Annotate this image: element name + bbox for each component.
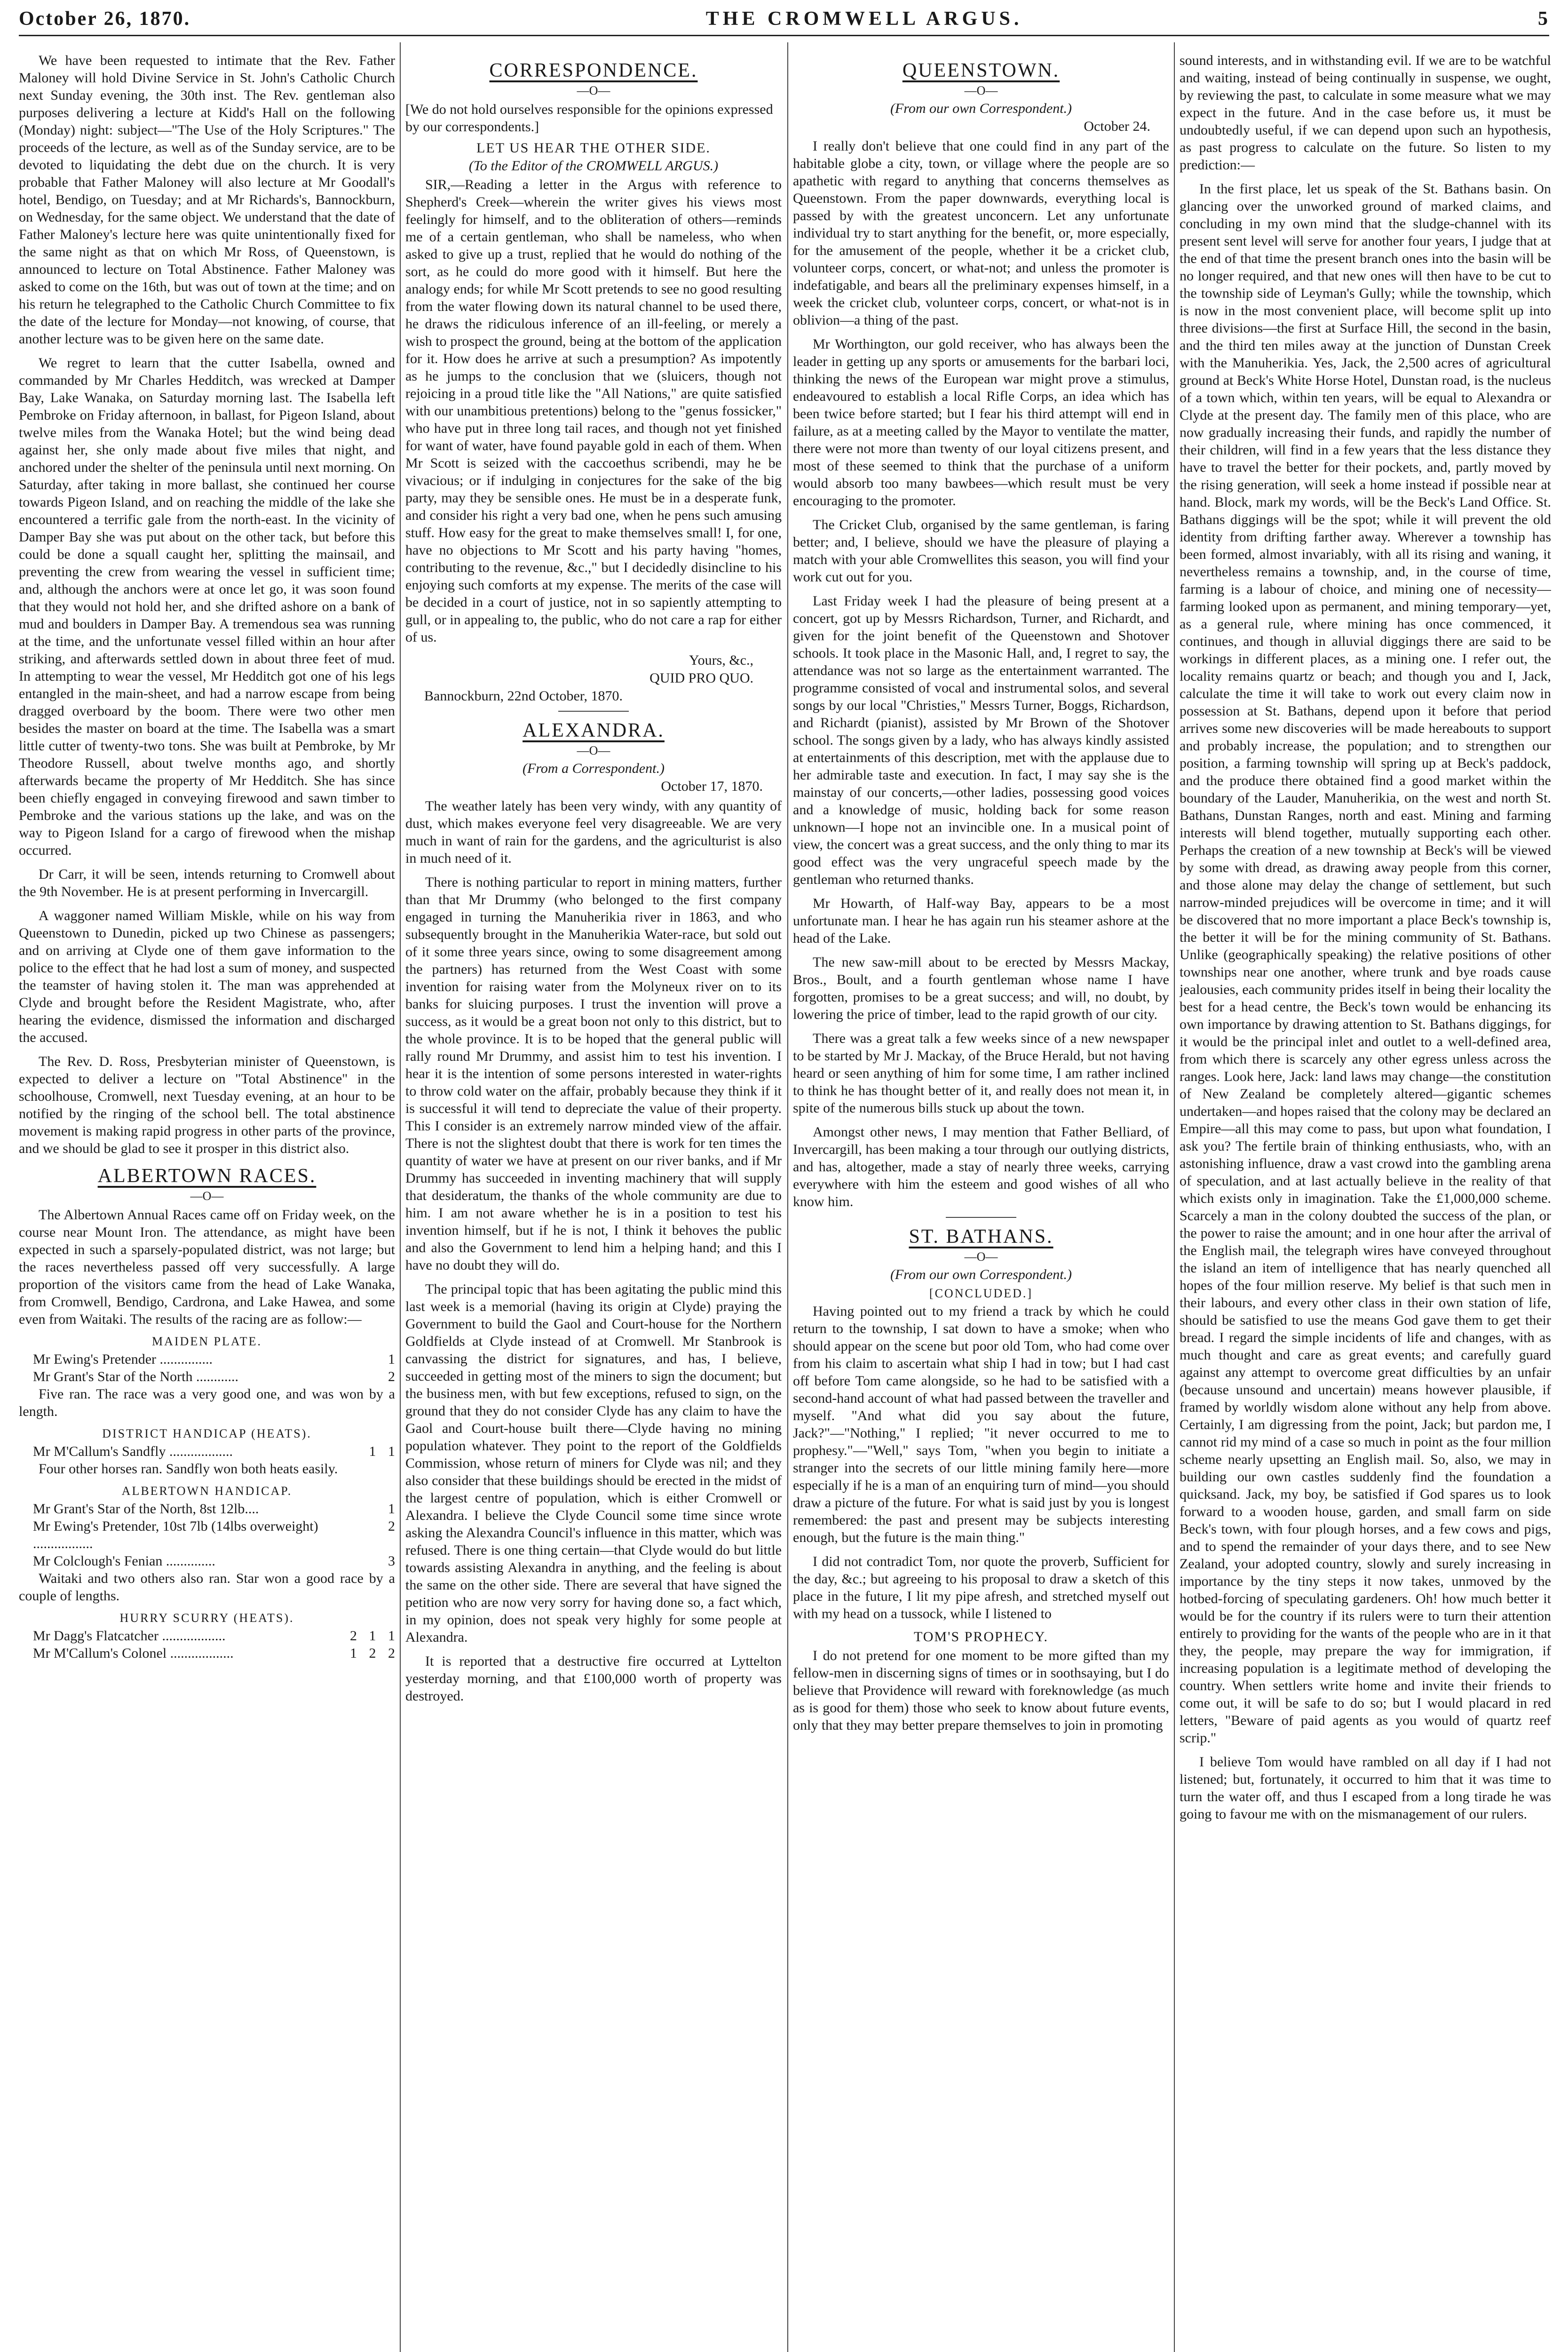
race-result-row: Mr Grant's Star of the North ............ 2 — [33, 1369, 395, 1384]
separator: —O— — [190, 1189, 224, 1203]
separator: —O— — [577, 744, 610, 757]
race-result-row: Mr M'Callum's Colonel .................. 1 2 2 — [33, 1645, 395, 1661]
maiden-plate-heading: MAIDEN PLATE. — [152, 1335, 262, 1348]
albertown-handicap-note: Waitaki and two others also ran. Star won a good race by a couple of lengths. — [19, 1571, 395, 1604]
race-result-row: Mr Ewing's Pretender, 10st 7lb (14lbs overweight) ................. 2 — [33, 1518, 395, 1551]
alexandra-dateline: October 17, 1870. — [661, 779, 763, 794]
st-bathans-heading: ST. BATHANS. — [909, 1226, 1053, 1248]
toms-prophecy-intro: I do not pretend for one moment to be more gifted than my fellow-men in discerning signs of times or in soothsaying, but I do believe that Providence will reward with foreknowledge (as much as is good for them) those who seek to know about future events, only that they may better prepare themselves to join in promoting — [793, 1648, 1169, 1733]
letter-body: SIR,—Reading a letter in the Argus with reference to Shepherd's Creek—wherein the writer gives his views most feelingly for himself, and to the obliteration of others—reminds me of a certain gentleman, who shall be nameless, who when asked to give up a trust, replied that he would do nothing of the sort, as he could do more good with it himself. But here the analogy ends; for while Mr Scott pretends to see no good resulting from the water flowing down its natural channel to be used there, he draws the ridiculous inference of an ill-feeling, or merely a wish to prospect the ground, being at the bottom of the application for it. How does he arrive at such a presumption? As impotently as he jumps to the conclusion that we (sluicers, though not rejoicing in a proud title like the "All Nations," are quite satisfied with our unambitious pretentions) belong to the "genus fossicker," who have put in three long tail races, and though not yet finished for want of water, have found payable gold in each of them. When Mr Scott is seized with the caccoethus scribendi, may he be vivacious; or if indulging in conjectures for the sake of the big party, may they be sensible ones. He must be in a desperate funk, and consider his right a very bad one, when he pens such amusing stuff. How easy for the great to make themselves small! I, for one, have no objections to Mr Scott and his party having "homes, contributing to the revenue, &c.," but I decidedly disincline to his enjoying such comforts at my expense. The merits of the case will be decided in a court of justice, not in so sapiently attempting to gull, or in appealing to, the public, who do not care a rap for either of us. — [405, 177, 782, 645]
article-maloney: We have been requested to intimate that the Rev. Father Maloney will hold Divine Service in St. John's Catholic Church next Sunday evening, the 30th inst. The Rev. gentleman also purposes delivering a lecture at Kidd's Hall on the following (Monday) night: subject—"The Use of the Holy Scriptures." The proceeds of the lecture, as well as of the Sunday service, are to be devoted to liquidating the debt due on the church. It is very probable that Father Maloney will also lecture at Mr Goodall's hotel, Bendigo, on Tuesday; and at Mr Richards's, Bannockburn, on Wednesday, for the same object. We understand that the date of Father Maloney's lecture here was quite unintentionally fixed for the same night as that on which Mr Ross, of Queenstown, is announced to lecture on Total Abstinence. Father Maloney was asked to come on the 16th, but was out of town at the time; and on his return he telegraphed to the Catholic Church Committee to fix the date of the lecture for Monday—not knowing, of course, that another lecture was to be given here on the same date. — [19, 53, 395, 347]
hurry-scurry-heading: HURRY SCURRY (HEATS). — [119, 1611, 294, 1625]
district-handicap-heading: DISTRICT HANDICAP (HEATS). — [102, 1427, 312, 1440]
race-result-row: Mr Dagg's Flatcatcher .................. 2 1 1 — [33, 1628, 395, 1644]
letter-place-date: Bannockburn, 22nd October, 1870. — [424, 688, 623, 704]
correspondence-disclaimer: [We do not hold ourselves responsible for the opinions expressed by our correspondents.] — [405, 102, 773, 135]
queenstown-newspaper: There was a great talk a few weeks since of a new newspaper to be started by Mr J. Mackay, of the Bruce Herald, but not having heard or seen anything of him for some time, I am rather inclined to think he has thought better of it, and really does not mean it, in spite of the numerous bills stuck up about the town. — [793, 1031, 1169, 1116]
alexandra-heading: ALEXANDRA. — [523, 720, 665, 741]
letter-signature: QUID PRO QUO. — [649, 670, 753, 686]
column-divider — [787, 42, 788, 2352]
race-result-row: Mr M'Callum's Sandfly .................. 1 1 — [33, 1444, 395, 1459]
queenstown-apathy: I really don't believe that one could find in any part of the habitable globe a city, town, or village where the people are so apathetic with regard to anything that concerns themselves as Queenstown. From the paper downwards, everything local is passed by with the greatest unconcern. Let any unfortunate individual try to start anything for the benefit, or, more especially, for the amusement of the people, whether it be a cricket club, volunteer corps, concert, or what-not; and unless the promoter is indefatigable, and bears all the preliminary expenses himself, in a week the cricket club, volunteer corps, concert, or what-not is in oblivion—a thing of the past. — [793, 138, 1169, 328]
queenstown-heading: QUEENSTOWN. — [902, 60, 1060, 81]
page-number: 5 — [1537, 8, 1549, 30]
race-result-row: Mr Colclough's Fenian .............. 3 — [33, 1553, 395, 1569]
section-rule — [558, 711, 629, 712]
alexandra-byline: (From a Correspondent.) — [523, 761, 665, 776]
letter-signoff: Yours, &c., — [689, 652, 753, 668]
concluded-label: [CONCLUDED.] — [929, 1287, 1033, 1300]
queenstown-father-belliard: Amongst other news, I may mention that Father Belliard, of Invercargill, has been making a tour through our outlying districts, and has, altogether, made a stay of nearly three weeks, carrying everywhere with him the esteem and good wishes of all who know him. — [793, 1124, 1169, 1209]
article-dr-carr: Dr Carr, it will be seen, intends returning to Cromwell about the 9th November. He is at present performing in Invercargill. — [19, 866, 395, 899]
column-4 — [1180, 52, 1551, 2352]
prophecy-st-bathans-basin: In the first place, let us speak of the St. Bathans basin. On glancing over the unworked ground of marked claims, and concluding in my own mind that the sludge-channel with its present sent level will serve for another four years, I judge that at the end of that time the present branch ones into the basin will be no longer required, and that new ones will then have to be cut to the township side of Leyman's Gully; while the township, which is now in the most convenient place, will become split up into three divisions—the first at Surface Hill, the second in the basin, and the third ten miles away at the junction of Dunstan Creek with the Manuherikia. Yes, Jack, the 2,500 acres of agricultural ground at Beck's White Horse Hotel, Dunstan road, is the nucleus of a town which, within ten years, will be equal to Alexandra or Clyde at the present day. The family men of this place, who are now gradually increasing their funds, and rapidly the number of their children, will find in a few years that the less distance they have to travel the better for their pockets, and, partly moved by the rising generation, will seek a home instead if possible near at hand. Block, mark my words, will be the Beck's Land Office. St. Bathans diggings will be the spot; while it will prevent the old identity from drifting farther away. Wherever a township has been formed, almost invariably, with all its rising and waning, it nevertheless remains a township, and, in the course of time, farming is a labour of choice, and mining one of necessity—farming looked upon as permanent, and mining temporary—yet, as a general rule, where mining has once commenced, it continues, and though in alluvial diggings there are said to be workings in different places, as a mining one. I refer out, the locality remains quartz or beach; and though you and I, Jack, calculate the time it will take to work out every claim now in possession at St. Bathans, depend upon it before that period arrives some new discoveries will be made hereabouts to support and probably increase, the population; and to strengthen our position, a farming township will spring up at Beck's paddock, and the produce there obtained find a good market within the boundary of the Lauder, Manuherikia, on the west and north St. Bathans, Dunstan Ranges, north and east. Mining and farming interests will blend together, mutually supporting each other. Perhaps the creation of a new township at Beck's will be viewed by some with dread, as drawing away people from this corner, and those alone may delay the change of settlement, but such narrow-minded prejudices will be overcome in time; and it will be discovered that no more important a place Beck's township is, the better it will be for the mining community of St. Bathans. Unlike (geographically speaking) the relative positions of other townships near one another, where trunk and bye roads cause jealousies, each community prides itself in being their locality the best for a head centre, the Beck's town would be enhancing its own importance by drawing attention to St. Bathans diggings, for it would be the principal inlet and outlet to a well-defined area, from which there is scarcely any other egress unless across the ranges. Look here, Jack: land laws may change—the constitution of New Zealand be completely altered—gigantic schemes undertaken—and hopes raised that the colony may be declared an Empire—all this may come to pass, but upon what foundation, I ask you? The fertile brain of thinking enthusiasts, who, with an astonishing influence, draw a vast crowd into the gambling arena of speculation, and at last actually believe in the reality of that which exists only in imagination. Take the £1,000,000 scheme. Scarcely a man in the colony doubted the success of the plan, or the power to raise the amount; and in one hour after the arrival of the English mail, the telegraph wires have conveyed throughout the island an item of intelligence that has nearly quenched all hopes of the four million reserve. My belief is that such men in their labours, and every other class in their own station of life, should be satisfied to use the means God gave them to get their bread. I regard the simple incidents of life and changes, with as much thought and care as great events; and carefully guard against any attempt to overcome great difficulties by an unfair (because unsound and uncertain) means however plausible, if framed by worldly wisdom alone without any help from above. Certainly, I am digressing from the point, Jack; but pardon me, I cannot rid my mind of a case so much in point as the four million scheme nearly upsetting an English mail. So, also, we may in building our own castles suddenly find the foundation a quicksand. Jack, my boy, be satisfied if God spares us to look forward to a wooden house, garden, and small farm on side Beck's town, with four plough horses, and a few cows and pigs, and to spend the remainder of your days there, and to see New Zealand, your adopted country, slowly and surely increasing in importance by the tiny steps it now takes, unmoved by the hotbed-forcing of speculating gardeners. Oh! how much better it would be for the country if its rulers were to turn their attention entirely to providing for the wants of the people who are in it that they, the people, may prepare the way for immigration, if increasing population is a legitimate method of developing the country. When settlers write home and invite their friends to come out, it will be safe to do so; but I would placard in red letters, "Beware of paid agents as you would of quartz reef scrip." — [1180, 181, 1551, 1746]
letter-addressee: (To the Editor of the CROMWELL ARGUS.) — [468, 158, 719, 174]
district-handicap-note: Four other horses ran. Sandfly won both heats easily. — [39, 1461, 338, 1477]
masthead — [19, 7, 1549, 31]
queenstown-saw-mill: The new saw-mill about to be erected by Messrs Mackay, Bros., Boult, and a fourth gentleman whose name I have forgotten, promises to be a great success; and will, no doubt, by lowering the price of timber, lead to the rapid growth of our city. — [793, 954, 1169, 1022]
column-3 — [793, 52, 1169, 2352]
section-rule — [946, 1217, 1016, 1218]
issue-date: October 26, 1870. — [19, 8, 191, 30]
separator: —O— — [577, 84, 610, 97]
article-rev-ross: The Rev. D. Ross, Presbyterian minister of Queenstown, is expected to deliver a lecture on "Total Abstinence" in the schoolhouse, Cromwell, next Tuesday evening, at an hour to be notified by the ringing of the school bell. The total abstinence movement is making rapid progress in other parts of the province, and we should be glad to see it prosper in this district also. — [19, 1054, 395, 1156]
letter-heading: LET US HEAR THE OTHER SIDE. — [476, 140, 711, 156]
race-result-row: Mr Ewing's Pretender ............... 1 — [33, 1351, 395, 1367]
race-result-row: Mr Grant's Star of the North, 8st 12lb.... 1 — [33, 1501, 395, 1517]
queenstown-concert: Last Friday week I had the pleasure of being present at a concert, got up by Messrs Richardson, Turner, and Richardt, and given for the joint benefit of the Queenstown and Shotover schools. It took place in the Masonic Hall, and, I regret to say, the attendance was not so large as the entertainment warranted. The programme consisted of vocal and instrumental solos, and several songs by our local "Christies," Messrs Turner, Boggs, Richardson, and Richardt (pianist), assisted by Mr Brown of the Shotover school. The songs given by a lady, who has always kindly assisted at entertainments of this description, met with the applause due to her admirable taste and execution. In fact, I may say she is the mainstay of our concerts,—other ladies, possessing good voices and a knowledge of music, holding back for some reason unknown—I hope not an invincible one. In a musical point of view, the concert was a great success, and the only thing to mar its good effect was the very ungraceful speech made by the gentleman who returned thanks. — [793, 593, 1169, 887]
newspaper-title: THE CROMWELL ARGUS. — [705, 8, 1023, 30]
st-bathans-tom: Having pointed out to my friend a track by which he could return to the township, I sat down to have a smoke; when who should appear on the scene but poor old Tom, who had come over from his claim to ascertain what ship I had in tow; but I had cast off before Tom came alongside, so he had to be satisfied with a second-hand account of what had passed between the traveller and myself. "And what did you say about the future, Jack?"—"Nothing," I replied; "it never occurred to me to prophesy."—"Well," says Tom, "when you begin to initiate a stranger into the secrets of our little mining family here—more especially if he is a man of an enquiring turn of mind—you should draw a picture of the future. For what is said just by you is longest remembered: the past and present may be subjects interesting enough, but the future is the main thing." — [793, 1303, 1169, 1545]
masthead-rule — [19, 35, 1549, 36]
alexandra-lyttelton-fire: It is reported that a destructive fire occurred at Lyttelton yesterday morning, and that £100,000 worth of property was destroyed. — [405, 1653, 782, 1704]
column-1 — [19, 52, 395, 2352]
column-divider — [400, 42, 401, 2352]
article-waggoner: A waggoner named William Miskle, while on his way from Queenstown to Dunedin, picked up two Chinese as passengers; and on arriving at Clyde one of them gave information to the police to the effect that he had lost a sum of money, and suspected the teamster of having stolen it. The man was apprehended at Clyde and brought before the Resident Magistrate, who, after hearing the evidence, dismissed the information and discharged the accused. — [19, 908, 395, 1045]
st-bathans-byline: (From our own Correspondent.) — [890, 1267, 1072, 1282]
queenstown-byline: (From our own Correspondent.) — [890, 101, 1072, 116]
albertown-handicap-heading: ALBERTOWN HANDICAP. — [121, 1484, 293, 1498]
alexandra-gaol-memorial: The principal topic that has been agitating the public mind this last week is a memorial (having its origin at Clyde) praying the Government to build the Gaol and Court-house for the Northern Goldfields at Clyde instead of at Cromwell. Mr Stanbrook is canvassing the district for signatures, and has, I believe, succeeded in getting most of the miners to sign the document; but the business men, with but few exceptions, refused to sign, on the ground that they do not consider Clyde has any claim to have the Gaol and Court-house built there—Clyde having no mining population whatever. They point to the report of the Goldfields Commission, whose return of miners for Clyde was nil; and they also consider that these buildings should be erected in the midst of the largest centre of population, which is either Cromwell or Alexandra. I believe the Clyde Council some time since wrote asking the Alexandra Council's influence in this matter, which was refused. There is one thing certain—that Clyde would do but little towards assisting Alexandra in anything, and the feeling is about the same on the other side. There are several that have signed the petition who are now very sorry for having done so, a fact which, in my opinion, does not speak very highly for some people at Alexandra. — [405, 1281, 782, 1645]
column-divider — [1174, 42, 1175, 2352]
alexandra-weather: The weather lately has been very windy, with any quantity of dust, which makes everyone feel very disagreeable. We are very much in want of rain for the gardens, and the agriculturist is also in much need of it. — [405, 798, 782, 866]
article-isabella-wreck: We regret to learn that the cutter Isabella, owned and commanded by Mr Charles Hedditch, was wrecked at Damper Bay, Lake Wanaka, on Saturday morning last. The Isabella left Pembroke on Friday afternoon, in ballast, for Pigeon Island, about twelve miles from the Wanaka Hotel; but the wind being dead against her, she only made about five miles that night, and anchored under the shelter of the peninsula until next morning. On Saturday, after taking in more ballast, she continued her course towards Pigeon Island, and on reaching the middle of the lake she encountered a terrific gale from the north-east. In the vicinity of Damper Bay she was put about on the other tack, but before this could be done a squall caught her, splitting the mainsail, and preventing the crew from wearing the vessel in sufficient time; and, although the anchors were at once let go, it was soon found that they would not hold her, and she drifted ashore on a bank of mud and boulders in Damper Bay. A tremendous sea was running at the time, and the unfortunate vessel filled within an hour after striking, and afterwards settled down in about three feet of mud. In attempting to wear the vessel, Mr Hedditch got one of his legs entangled in the main-sheet, and had a narrow escape from being dragged overboard by the boom. There were two other men besides the master on board at the time. The Isabella was a smart little cutter of twenty-two tons. She was built at Pembroke, by Mr Theodore Russell, about twelve months ago, and shortly afterwards became the property of Mr Hedditch. She has since been chiefly engaged in conveying firewood and sawn timber to Pembroke and the various stations up the lake, and was on the way to Pigeon Island for a cargo of firewood when the mishap occurred. — [19, 355, 395, 858]
correspondence-heading: CORRESPONDENCE. — [489, 60, 698, 81]
prophecy-closing: I believe Tom would have rambled on all day if I had not listened; but, fortunately, it occurred to him that it was time to turn the water off, and thus I escaped from a long tirade he was going to favour me with on the mismanagement of our rulers. — [1180, 1754, 1551, 1822]
st-bathans-pipe: I did not contradict Tom, nor quote the proverb, Sufficient for the day, &c.; but agreeing to his proposal to draw a sketch of this place in the future, I lit my pipe afresh, and stretched myself out with my head on a tussock, while I listened to — [793, 1554, 1169, 1621]
alexandra-mining: There is nothing particular to report in mining matters, further than that Mr Drummy (who belonged to the first company engaged in turning the Manuherikia river in 1863, and who subsequently brought in the Manuherikia Water-race, but sold out of it some three years since, owing to some disagreement among the partners) has returned from the West Coast with some invention for raising water from the Molyneux river on to its banks for sluicing purposes. I trust the invention will prove a success, as it would be a great boon not only to this district, but to the whole province. It is to be hoped that the general public will rally round Mr Drummy, and assist him to test his invention. I hear it is the intention of some persons interested in water-rights to throw cold water on the affair, probably because they think if it is successful it will tend to depreciate the value of their property. This I consider is an extremely narrow minded view of the affair. There is not the slightest doubt that there is work for ten times the quantity of water we have at present on our river banks, and if Mr Drummy has succeeded in inventing machinery that will supply that desideratum, the thanks of the whole community are due to him. I am not aware whether he is in a position to test his invention himself, but if he is not, I think it behoves the public and also the Government to lend him a helping hand; and this I have no doubt they will do. — [405, 874, 782, 1273]
maiden-plate-note: Five ran. The race was a very good one, and was won by a length. — [19, 1386, 395, 1419]
prophecy-continued: sound interests, and in withstanding evil. If we are to be watchful and waiting, instead of being continually in suspense, we ought, by reviewing the past, to calculate in some measure what we may expect in the future. And in the case before us, it must be undoubtedly useful, if we can depend upon such an hypothesis, as past progress to calculate on the future. So listen to my prediction:— — [1180, 53, 1551, 173]
queenstown-rifle-corps: Mr Worthington, our gold receiver, who has always been the leader in getting up any sports or amusements for the barbari loci, thinking the news of the European war might prove a stimulus, endeavoured to establish a local Rifle Corps, an idea which has been twice before started; but I fear his third attempt will end in failure, as at a meeting called by the Mayor to ventilate the matter, there were not more than twenty of our loyal citizens present, and most of these seemed to think that the purchase of a uniform would absorb too many bawbees—which result must be very encouraging to the promoter. — [793, 336, 1169, 509]
queenstown-howarth: Mr Howarth, of Half-way Bay, appears to be a most unfortunate man. I hear he has again run his steamer ashore at the head of the Lake. — [793, 896, 1169, 946]
separator: —O— — [964, 1250, 998, 1263]
albertown-races-intro: The Albertown Annual Races came off on Friday week, on the course near Mount Iron. The attendance, as might have been expected in such a sparsely-populated district, was not large; but the races nevertheless passed off very successfully. A large proportion of the visitors came from the head of Lake Wanaka, from Cromwell, Bendigo, Cardrona, and Lake Hawea, and some even from Waitaki. The results of the racing are as follow:— — [19, 1207, 395, 1327]
queenstown-dateline: October 24. — [1084, 119, 1150, 134]
toms-prophecy-heading: TOM'S PROPHECY. — [913, 1629, 1049, 1645]
queenstown-cricket: The Cricket Club, organised by the same gentleman, is faring better; and, I believe, should we have the pleasure of playing a match with your able Cromwellites this season, you will find your work cut out for you. — [793, 517, 1169, 585]
column-2 — [405, 52, 782, 2352]
albertown-races-heading: ALBERTOWN RACES. — [97, 1165, 317, 1187]
separator: —O— — [964, 84, 998, 97]
